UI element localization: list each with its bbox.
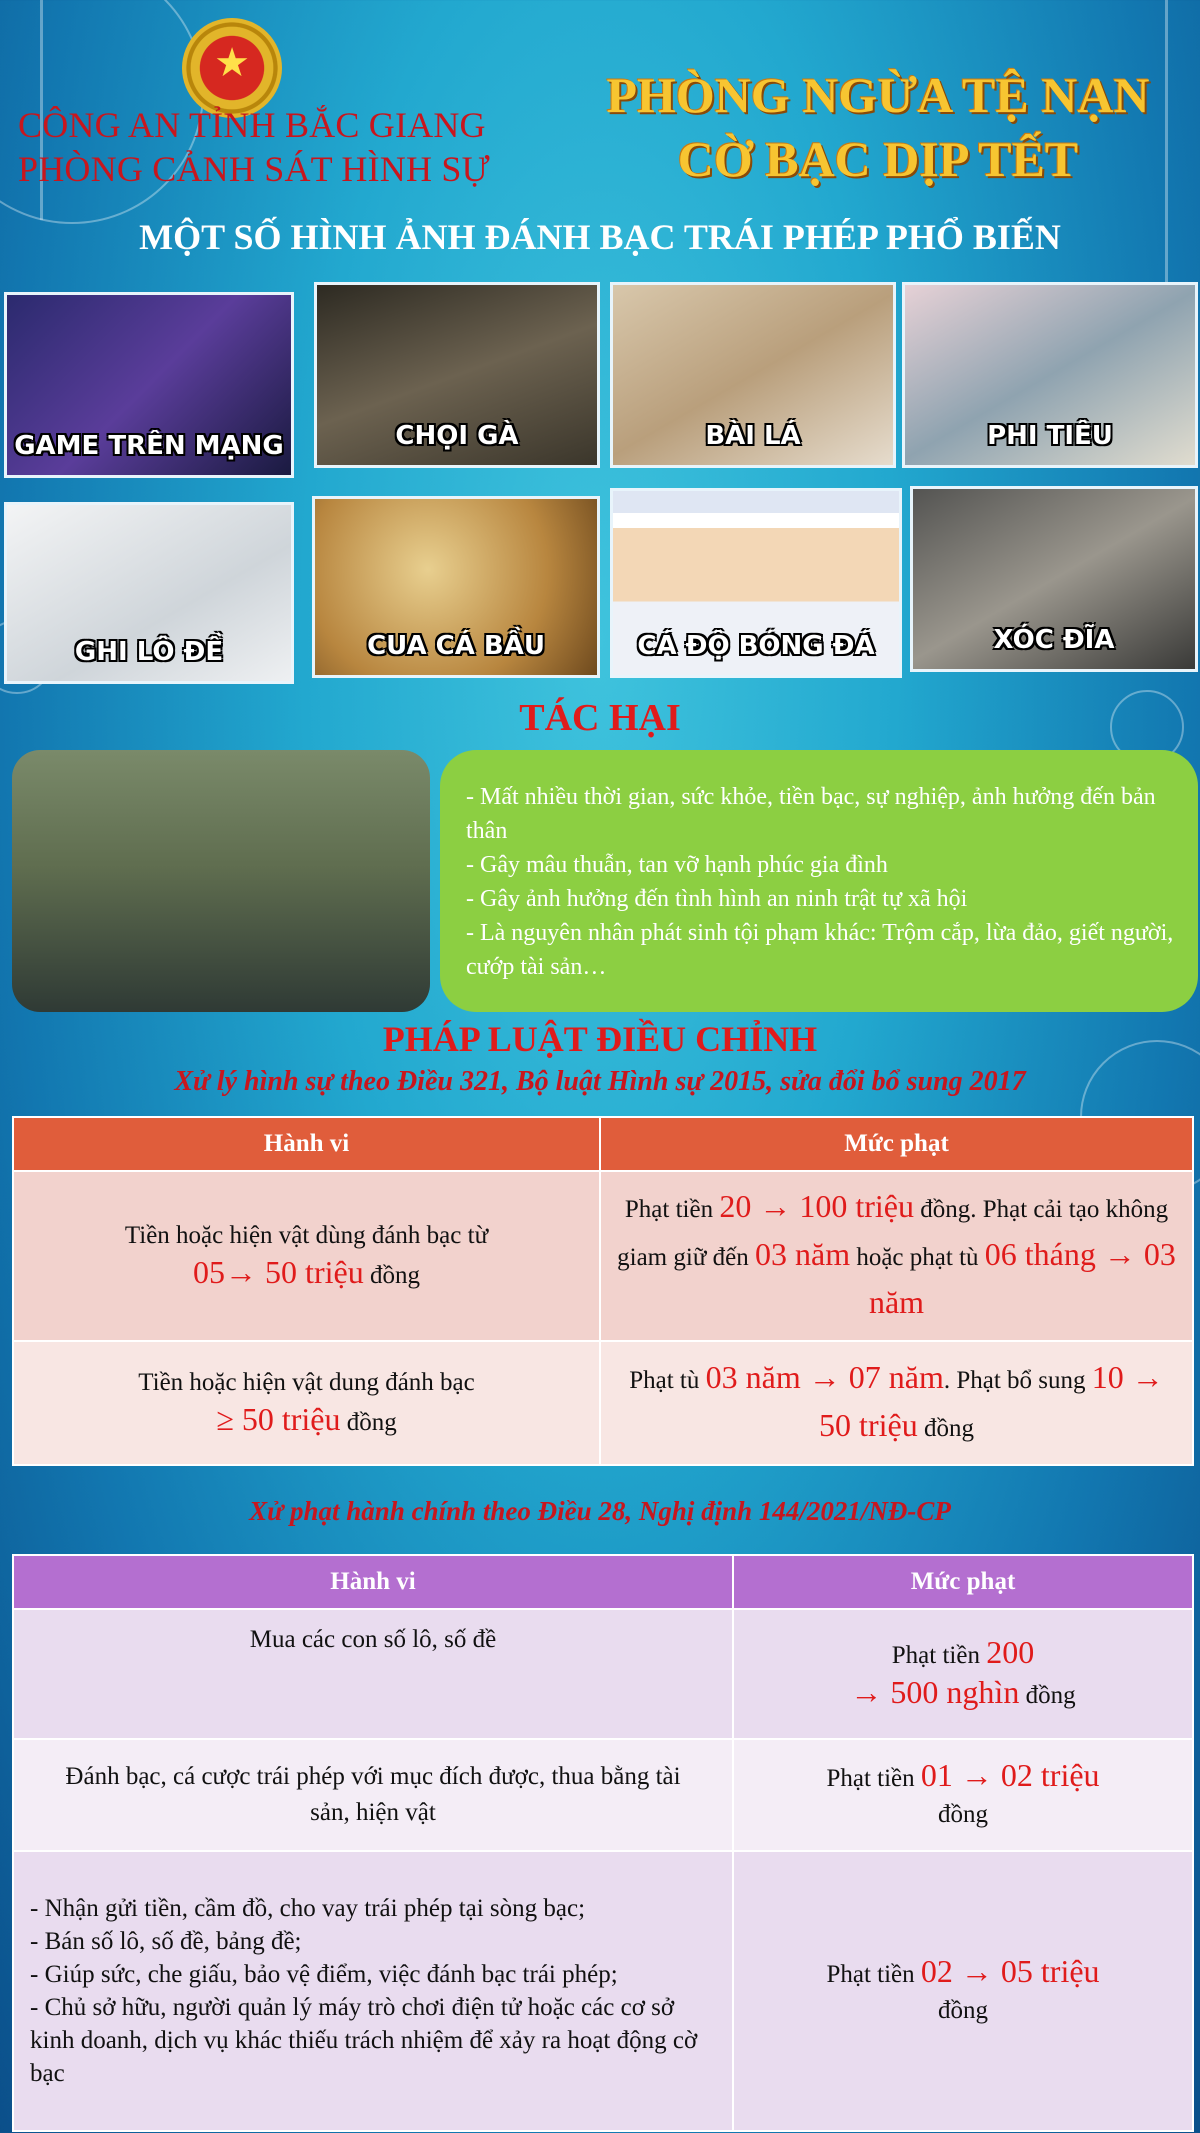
- behavior-cell: [13, 1609, 733, 1739]
- harms-box: [440, 750, 1198, 1012]
- tile-caption: GAME TRÊN MẠNG: [14, 431, 284, 461]
- admin-subtitle: Xử phạt hành chính theo Điều 28, Nghị định 144/2021/NĐ-CP: [249, 1496, 951, 1526]
- behavior-text: Tiền hoặc hiện vật dùng đánh bạc từ: [124, 1222, 489, 1249]
- column-header-behavior: Hành vi: [13, 1117, 600, 1171]
- behavior-text: Đánh bạc, cá cược trái phép với mục đích được, thua bằng tài sản, hiện vật: [65, 1763, 681, 1826]
- currency-unit: đồng: [369, 1262, 420, 1289]
- penalty-text: Phạt tiền: [891, 1642, 980, 1669]
- table-row: [13, 1851, 1193, 2131]
- penalty-text: Phạt tiền: [624, 1196, 714, 1223]
- currency-unit: đồng: [923, 1415, 974, 1442]
- penalty-cell: [733, 1739, 1193, 1851]
- gallery-heading: MỘT SỐ HÌNH ẢNH ĐÁNH BẠC TRÁI PHÉP PHỔ BIẾN: [139, 217, 1061, 257]
- org-line-2: PHÒNG CẢNH SÁT HÌNH SỰ: [18, 149, 490, 189]
- behavior-cell: [13, 1171, 600, 1341]
- criminal-subtitle: Xử lý hình sự theo Điều 321, Bộ luật Hình sự 2015, sửa đổi bổ sung 2017: [174, 1066, 1026, 1097]
- table-row: [13, 1609, 1193, 1739]
- tile-caption: CHỌI GÀ: [395, 421, 519, 451]
- table-header-row: [13, 1117, 1193, 1171]
- behavior-cell: [13, 1851, 733, 2131]
- fine-range: 02 → 05 triệu: [920, 1953, 1100, 1989]
- penalty-text: đồng. Phạt cải tạo không giam giữ đến: [617, 1196, 1169, 1271]
- tile-caption: GHI LÔ ĐỀ: [74, 637, 224, 667]
- fine-amount: 200: [986, 1634, 1035, 1670]
- currency-unit: đồng: [346, 1409, 397, 1436]
- poster-title-line-1: PHÒNG NGỪA TỆ NẠN: [606, 67, 1150, 123]
- table-header-row: [13, 1555, 1193, 1609]
- police-emblem-icon: ★: [182, 18, 282, 118]
- behavior-text: Tiền hoặc hiện vật dung đánh bạc: [138, 1369, 475, 1396]
- org-line-1: CÔNG AN TỈNH BẮC GIANG: [18, 105, 486, 145]
- table-row: [13, 1171, 1193, 1341]
- fine-range: → 500 nghìn: [850, 1674, 1020, 1710]
- poster-title-line-2: CỜ BẠC DỊP TẾT: [677, 131, 1079, 187]
- penalty-text: Phạt tù: [629, 1367, 700, 1394]
- harm-item: - Mất nhiều thời gian, sức khỏe, tiền bạc, sự nghiệp, ảnh hưởng đến bản thân: [466, 784, 1156, 844]
- photo-tile-lottery-ticket: [4, 502, 294, 684]
- behavior-cell: [13, 1739, 733, 1851]
- photo-tile-cockfight: [314, 282, 600, 468]
- tile-caption: BÀI LÁ: [705, 421, 801, 451]
- admin-penalty-table: [12, 1554, 1194, 2132]
- harm-item: - Gây ảnh hưởng đến tình hình an ninh trật tự xã hội: [466, 886, 968, 912]
- behavior-text: - Nhận gửi tiền, cầm đồ, cho vay trái phép tại sòng bạc;: [30, 1895, 586, 1922]
- tile-caption: XÓC ĐĨA: [993, 625, 1115, 655]
- currency-unit: đồng: [1025, 1682, 1076, 1709]
- column-header-behavior: Hành vi: [13, 1555, 733, 1609]
- behavior-text: Mua các con số lô, số đề: [249, 1626, 497, 1653]
- tile-caption: CUA CÁ BẦU: [367, 631, 545, 661]
- photo-tile-football-betting: [610, 488, 902, 678]
- column-header-penalty: Mức phạt: [733, 1555, 1193, 1609]
- table-row: [13, 1341, 1193, 1465]
- harm-item: - Là nguyên nhân phát sinh tội phạm khác: Trộm cắp, lừa đảo, giết người, cướp tài sản…: [466, 920, 1174, 980]
- penalty-cell: [733, 1851, 1193, 2131]
- behavior-cell: [13, 1341, 600, 1465]
- tile-caption: CÁ ĐỘ BÓNG ĐÁ: [637, 631, 875, 661]
- prison-term: 06 tháng → 03 năm: [868, 1236, 1176, 1320]
- fine-range: 01 → 02 triệu: [920, 1757, 1100, 1793]
- fine-range: 20 → 100 triệu: [719, 1188, 914, 1224]
- column-header-penalty: Mức phạt: [600, 1117, 1193, 1171]
- penalty-text: Phạt tiền: [826, 1765, 915, 1792]
- currency-unit: đồng: [938, 1801, 988, 1828]
- harms-heading: TÁC HẠI: [519, 697, 681, 739]
- criminal-penalty-table: [12, 1116, 1194, 1466]
- currency-unit: đồng: [938, 1997, 988, 2024]
- fine-range: 10 → 50 triệu: [819, 1359, 1164, 1443]
- amount-range: ≥ 50 triệu: [216, 1401, 341, 1437]
- penalty-cell: [600, 1341, 1193, 1465]
- reform-term: 03 năm: [754, 1236, 851, 1272]
- photo-tile-card-game: [610, 282, 896, 468]
- penalty-text: Phạt tiền: [826, 1961, 915, 1988]
- prison-term: 03 năm → 07 năm: [705, 1359, 944, 1395]
- penalty-cell: [733, 1609, 1193, 1739]
- law-heading: PHÁP LUẬT ĐIỀU CHỈNH: [382, 1019, 818, 1059]
- photo-tile-coin-shaking: [910, 486, 1198, 672]
- behavior-text: - Chủ sở hữu, người quản lý máy trò chơi điện tử hoặc các cơ sở kinh doanh, dịch vụ khác thiếu trách nhiệm để xảy ra hoạt động cờ bạc: [30, 1994, 698, 2087]
- penalty-text: hoặc phạt tù: [856, 1244, 979, 1271]
- behavior-text: - Giúp sức, che giấu, bảo vệ điểm, việc đánh bạc trái phép;: [30, 1961, 618, 1988]
- tile-caption: PHI TIÊU: [987, 421, 1113, 451]
- table-row: [13, 1739, 1193, 1851]
- photo-tile-darts: [902, 282, 1198, 468]
- photo-tile-online-game: [4, 292, 294, 478]
- arrest-photo: [12, 750, 430, 1012]
- harm-item: - Gây mâu thuẫn, tan vỡ hạnh phúc gia đình: [466, 852, 888, 878]
- photo-tile-dice-board: [312, 496, 600, 678]
- behavior-text: - Bán số lô, số đề, bảng đề;: [30, 1928, 302, 1955]
- penalty-cell: [600, 1171, 1193, 1341]
- penalty-text: . Phạt bổ sung: [943, 1367, 1086, 1394]
- amount-range: 05→ 50 triệu: [193, 1254, 364, 1290]
